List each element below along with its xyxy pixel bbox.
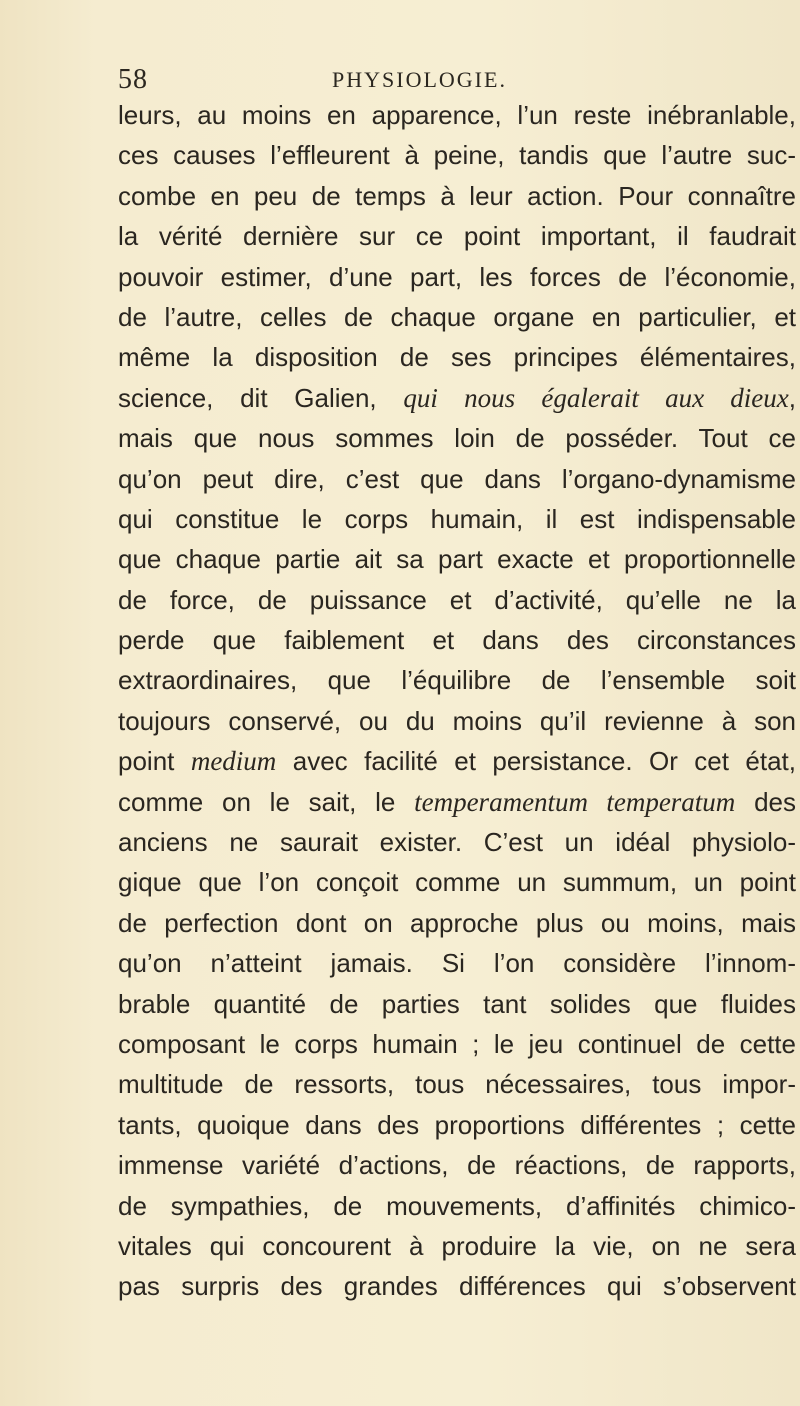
text-line bbox=[118, 539, 796, 579]
text-segment: même la disposition de ses principes élémentaires, bbox=[118, 342, 796, 373]
text-line bbox=[118, 1024, 796, 1064]
text-segment: brable quantité de parties tant solides que fluides bbox=[118, 988, 796, 1019]
text-segment: science, dit Galien, bbox=[118, 382, 404, 413]
text-line bbox=[118, 499, 796, 539]
italic-phrase: qui nous égalerait aux dieux bbox=[403, 382, 789, 413]
text-segment: comme on le sait, le bbox=[118, 786, 415, 817]
text-line bbox=[118, 297, 796, 337]
text-line bbox=[118, 1064, 796, 1104]
text-segment: des bbox=[735, 786, 796, 817]
italic-phrase: temperamentum temperatum bbox=[414, 786, 736, 817]
text-line bbox=[118, 1226, 796, 1266]
text-segment: pouvoir estimer, d’une part, les forces de l’économie, bbox=[118, 261, 796, 292]
text-segment: qu’on peut dire, c’est que dans l’organo-dynamisme bbox=[118, 463, 796, 494]
text-segment: ces causes l’effleurent à peine, tandis que l’autre suc- bbox=[118, 140, 796, 171]
text-line bbox=[118, 984, 796, 1024]
text-segment: de sympathies, de mouvements, d’affinités chimico- bbox=[118, 1190, 796, 1221]
body-text bbox=[118, 95, 796, 1307]
text-line bbox=[118, 459, 796, 499]
text-segment: que chaque partie ait sa part exacte et proportionnelle bbox=[118, 544, 796, 575]
text-line bbox=[118, 701, 796, 741]
text-line bbox=[118, 782, 796, 822]
text-line bbox=[118, 903, 796, 943]
text-segment: qu’on n’atteint jamais. Si l’on considère l’innom- bbox=[118, 948, 796, 979]
text-line bbox=[118, 1186, 796, 1226]
text-segment: de l’autre, celles de chaque organe en particulier, et bbox=[118, 301, 796, 332]
text-line bbox=[118, 257, 796, 297]
text-segment: avec facilité et persistance. Or cet état, bbox=[276, 746, 797, 777]
text-line bbox=[118, 1105, 796, 1145]
text-segment: anciens ne saurait exister. C’est un idéal physiolo- bbox=[118, 827, 796, 858]
text-line bbox=[118, 337, 796, 377]
text-segment: extraordinaires, que l’équilibre de l’ensemble soit bbox=[118, 665, 796, 696]
text-segment: perde que faiblement et dans des circonstances bbox=[118, 625, 796, 656]
text-line bbox=[118, 822, 796, 862]
text-line bbox=[118, 580, 796, 620]
text-line bbox=[118, 216, 796, 256]
text-segment: de force, de puissance et d’activité, qu’elle ne la bbox=[118, 584, 796, 615]
running-head bbox=[118, 60, 798, 100]
text-line bbox=[118, 741, 796, 781]
text-segment: vitales qui concourent à produire la vie, on ne sera bbox=[118, 1230, 796, 1261]
text-segment: point bbox=[118, 746, 191, 777]
text-line bbox=[118, 660, 796, 700]
text-segment: gique que l’on conçoit comme un summum, un point bbox=[118, 867, 796, 898]
running-title: PHYSIOLOGIE. bbox=[332, 67, 507, 92]
text-line bbox=[118, 378, 796, 418]
text-line bbox=[118, 862, 796, 902]
text-line bbox=[118, 95, 796, 135]
text-segment: composant le corps humain ; le jeu continuel de cette bbox=[118, 1028, 796, 1059]
text-line bbox=[118, 620, 796, 660]
text-segment: pas surpris des grandes différences qui s’observent bbox=[118, 1271, 796, 1302]
text-segment: tants, quoique dans des proportions différentes ; cette bbox=[118, 1109, 796, 1140]
text-segment: leurs, au moins en apparence, l’un reste inébranlable, bbox=[118, 100, 796, 130]
text-line bbox=[118, 943, 796, 983]
text-segment: , bbox=[788, 382, 796, 413]
italic-phrase: medium bbox=[190, 746, 277, 777]
text-segment: la vérité dernière sur ce point important, il faudrait bbox=[118, 221, 796, 252]
text-segment: qui constitue le corps humain, il est indispensable bbox=[118, 503, 796, 534]
text-segment: multitude de ressorts, tous nécessaires, tous impor- bbox=[118, 1069, 796, 1100]
text-line bbox=[118, 1266, 796, 1306]
text-line bbox=[118, 1145, 796, 1185]
text-line bbox=[118, 135, 796, 175]
text-segment: immense variété d’actions, de réactions, de rapports, bbox=[118, 1150, 796, 1181]
text-line bbox=[118, 418, 796, 458]
page-number: 58 bbox=[118, 64, 148, 95]
text-segment: toujours conservé, ou du moins qu’il revienne à son bbox=[118, 705, 796, 736]
text-segment: de perfection dont on approche plus ou moins, mais bbox=[118, 907, 796, 938]
text-line bbox=[118, 176, 796, 216]
text-segment: mais que nous sommes loin de posséder. Tout ce bbox=[118, 423, 796, 454]
text-segment: combe en peu de temps à leur action. Pour connaître bbox=[118, 180, 796, 211]
